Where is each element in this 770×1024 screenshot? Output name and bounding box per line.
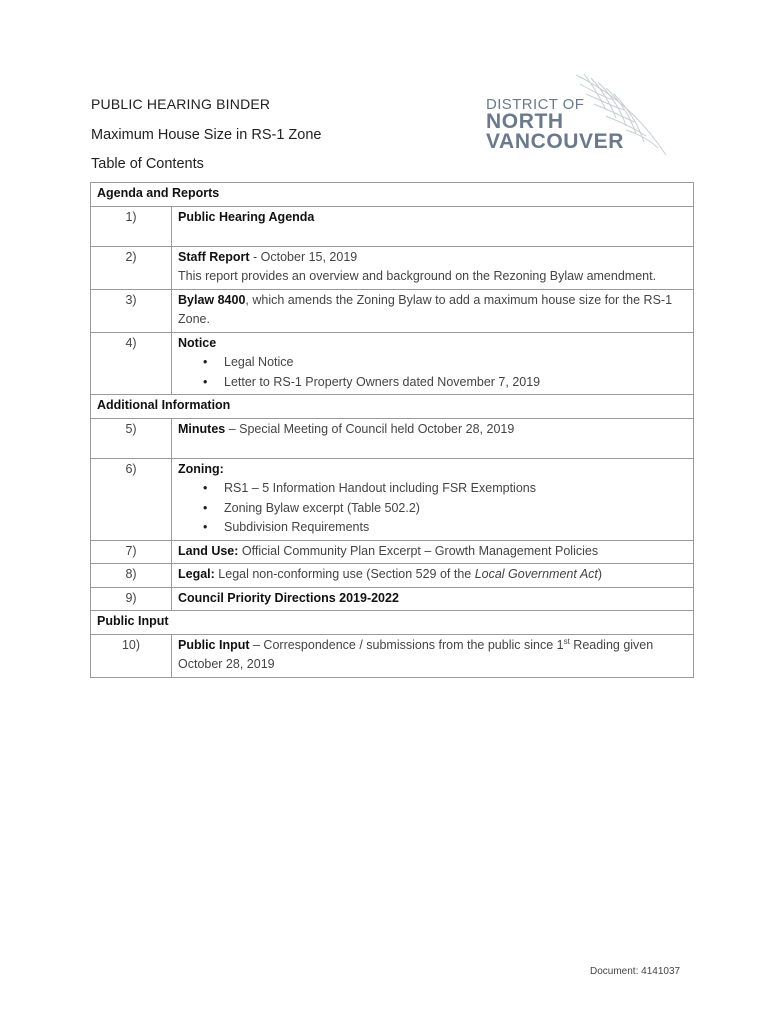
item-description: – Special Meeting of Council held October 28, 2019 xyxy=(225,421,515,436)
item-number: 5) xyxy=(91,418,172,458)
item-title: Land Use: xyxy=(178,543,239,558)
item-title: Notice xyxy=(178,335,217,350)
table-row xyxy=(91,564,694,588)
table-of-contents xyxy=(90,182,694,678)
table-row xyxy=(91,289,694,332)
item-number: 3) xyxy=(91,289,172,332)
binder-title: PUBLIC HEARING BINDER xyxy=(91,96,271,112)
item-title: Legal: xyxy=(178,567,215,581)
item-title: Public Hearing Agenda xyxy=(178,209,315,224)
item-number: 9) xyxy=(91,587,172,611)
item-content xyxy=(172,587,694,611)
item-description: Official Community Plan Excerpt – Growth Management Policies xyxy=(238,543,599,558)
list-item: • RS1 – 5 Information Handout including FSR Exemptions xyxy=(224,479,687,499)
item-number: 2) xyxy=(91,246,172,289)
item-title: Public Input xyxy=(178,637,250,652)
document-number: Document: 4141037 xyxy=(590,966,681,977)
list-item: • Legal Notice xyxy=(224,353,687,373)
logo-north: NORTH xyxy=(486,110,564,133)
item-description-end: Reading given October 28, 2019 xyxy=(178,637,654,671)
item-number: 10) xyxy=(91,634,172,677)
ordinal-suffix: st xyxy=(563,636,570,646)
item-content xyxy=(172,634,694,677)
item-title: Minutes xyxy=(178,421,226,436)
item-title: Staff Report xyxy=(178,249,250,264)
logo-district-of: DISTRICT OF xyxy=(486,96,585,113)
item-date: - October 15, 2019 xyxy=(249,249,358,264)
item-content xyxy=(172,458,694,540)
item-description: – Correspondence / submissions from the public since 1 xyxy=(249,637,564,652)
item-content xyxy=(172,540,694,564)
section-row xyxy=(91,183,694,207)
item-number: 6) xyxy=(91,458,172,540)
bullet-list xyxy=(178,353,687,392)
logo-vancouver: VANCOUVER xyxy=(486,130,625,153)
table-row xyxy=(91,418,694,458)
section-row xyxy=(91,611,694,635)
item-act-name: Local Government Act xyxy=(474,567,598,581)
section-agenda: Agenda and Reports xyxy=(91,183,694,207)
item-description: This report provides an overview and background on the Rezoning Bylaw amendment. xyxy=(178,269,657,283)
section-row xyxy=(91,395,694,419)
item-title: Council Priority Directions 2019-2022 xyxy=(178,590,399,605)
table-row xyxy=(91,540,694,564)
item-title: Zoning: xyxy=(178,461,224,476)
table-row xyxy=(91,587,694,611)
section-additional: Additional Information xyxy=(91,395,694,419)
bullet-list xyxy=(178,479,687,538)
item-content xyxy=(172,332,694,395)
district-logo xyxy=(486,70,686,160)
item-number: 8) xyxy=(91,564,172,588)
table-row xyxy=(91,246,694,289)
item-number: 4) xyxy=(91,332,172,395)
toc-heading: Table of Contents xyxy=(91,156,204,172)
list-item: • Zoning Bylaw excerpt (Table 502.2) xyxy=(224,499,687,519)
section-public-input: Public Input xyxy=(91,611,694,635)
list-item: • Letter to RS-1 Property Owners dated November 7, 2019 xyxy=(224,373,687,393)
item-title: Bylaw 8400 xyxy=(178,292,246,307)
binder-subtitle: Maximum House Size in RS-1 Zone xyxy=(91,127,322,143)
item-description: Legal non-conforming use (Section 529 of the xyxy=(214,567,475,581)
item-content xyxy=(172,246,694,289)
item-number: 1) xyxy=(91,206,172,246)
item-content xyxy=(172,418,694,458)
table-row xyxy=(91,634,694,677)
item-description-end: ) xyxy=(597,567,603,581)
item-content xyxy=(172,206,694,246)
item-number: 7) xyxy=(91,540,172,564)
table-row xyxy=(91,332,694,395)
list-item: • Subdivision Requirements xyxy=(224,518,687,538)
table-row xyxy=(91,206,694,246)
item-description: , which amends the Zoning Bylaw to add a maximum house size for the RS-1 Zone. xyxy=(178,292,673,326)
item-content xyxy=(172,564,694,588)
table-row xyxy=(91,458,694,540)
item-content xyxy=(172,289,694,332)
